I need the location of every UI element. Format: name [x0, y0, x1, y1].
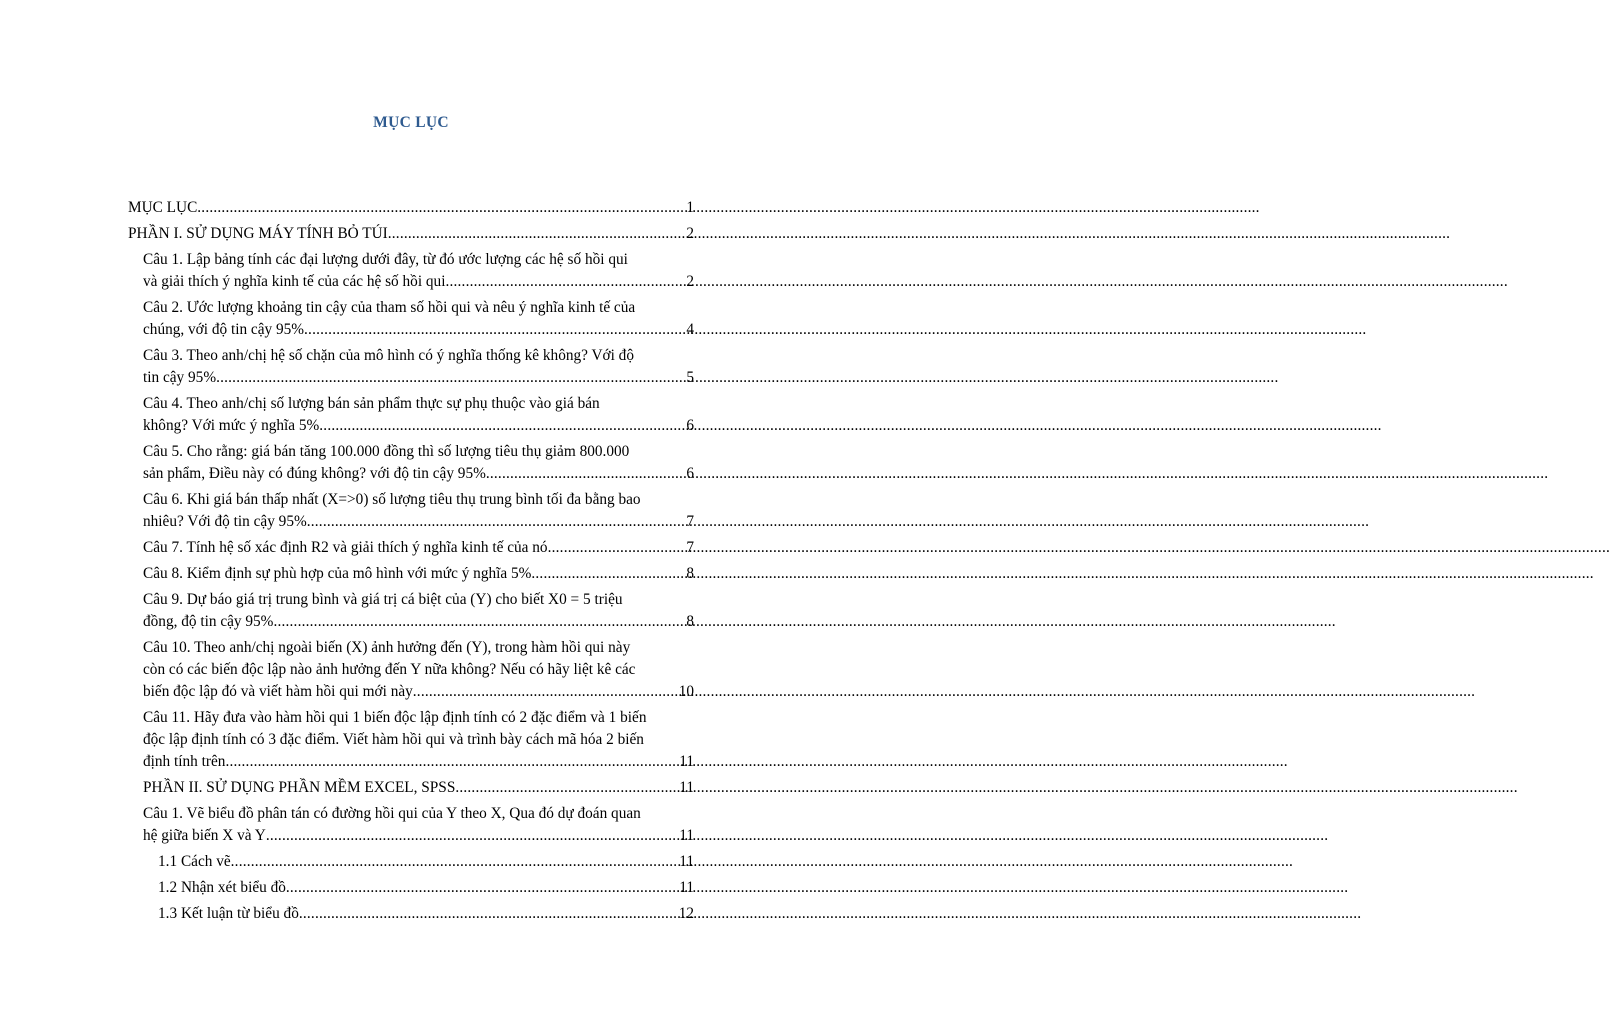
toc-page-number: 11 [679, 827, 694, 844]
toc-entry-text: biến độc lập đó và viết hàm hồi qui mới này [143, 683, 413, 700]
toc-entry-text: PHẦN I. SỬ DỤNG MÁY TÍNH BỎ TÚI [128, 225, 388, 242]
toc-entry-text: và giải thích ý nghĩa kinh tế của các hệ số hồi qui [143, 273, 446, 290]
toc-entry-text: MỤC LỤC [128, 199, 198, 216]
toc-page-number: 6 [686, 417, 694, 434]
toc-page-number: 7 [686, 539, 694, 556]
toc-entry-text-line: Câu 4. Theo anh/chị số lượng bán sản phẩm thực sự phụ thuộc vào giá bán [143, 395, 600, 412]
toc-entry[interactable] [128, 223, 694, 245]
toc-entry-text: tin cậy 95% [143, 369, 217, 386]
toc-entry-text-line: Câu 5. Cho rằng: giá bán tăng 100.000 đồng thì số lượng tiêu thụ giảm 800.000 [143, 443, 630, 460]
toc-page-number: 5 [686, 369, 694, 386]
toc-entry-text-line: Câu 2. Ước lượng khoảng tin cậy của tham số hồi qui và nêu ý nghĩa kinh tế của [143, 299, 636, 316]
toc-page-number: 1 [686, 199, 694, 216]
toc-entry[interactable] [128, 537, 694, 559]
toc-entry-text-line: Câu 1. Lập bảng tính các đại lượng dưới đây, từ đó ước lượng các hệ số hồi qui [143, 251, 628, 268]
dot-leader [548, 537, 686, 559]
dot-leader [286, 877, 678, 899]
toc-page-number: 4 [686, 321, 694, 338]
toc-entry-text: định tính trên [143, 753, 226, 770]
dot-leader [299, 903, 678, 925]
toc-entry[interactable] [128, 803, 694, 847]
dot-leader [388, 223, 686, 245]
dot-leader [225, 751, 678, 773]
toc-entry[interactable] [128, 345, 694, 389]
toc-page-number: 11 [679, 779, 694, 796]
dot-leader [445, 271, 685, 293]
toc-entry-text: PHẦN II. SỬ DỤNG PHẦN MỀM EXCEL, SPSS [143, 779, 456, 796]
toc-page-number: 8 [686, 565, 694, 582]
dot-leader [455, 777, 678, 799]
dot-leader [486, 463, 685, 485]
toc-entry-text: không? Với mức ý nghĩa 5% [143, 417, 320, 434]
toc-page-number: 11 [679, 879, 694, 896]
toc-entry[interactable] [128, 297, 694, 341]
toc-page-number: 2 [686, 273, 694, 290]
toc-page-number: 11 [679, 753, 694, 770]
toc-entry[interactable] [128, 851, 694, 873]
dot-leader [304, 319, 685, 341]
toc-page-number: 12 [678, 905, 694, 922]
dot-leader [216, 367, 685, 389]
toc-entry-text: nhiêu? Với độ tin cậy 95% [143, 513, 307, 530]
dot-leader [231, 851, 679, 873]
dot-leader [413, 681, 678, 703]
toc-entry-text-line: Câu 9. Dự báo giá trị trung bình và giá trị cá biệt của (Y) cho biết X0 = 5 triệu [143, 591, 623, 608]
toc-entry-text-line: Câu 6. Khi giá bán thấp nhất (X=>0) số lượng tiêu thụ trung bình tối đa bằng bao [143, 491, 641, 508]
dot-leader [319, 415, 685, 437]
toc-entry-text-line: Câu 1. Vẽ biểu đồ phân tán có đường hồi qui của Y theo X, Qua đó dự đoán quan [143, 805, 641, 822]
toc-entry[interactable] [128, 249, 694, 293]
toc-entry[interactable] [128, 777, 694, 799]
toc-page-number: 8 [686, 613, 694, 630]
toc-entry[interactable] [128, 441, 694, 485]
toc-entry-text-line: còn có các biến độc lập nào ảnh hưởng đến Y nữa không? Nếu có hãy liệt kê các [143, 661, 636, 678]
page-title: MỤC LỤC [373, 114, 449, 131]
toc-entry-text: 1.1 Cách vẽ [158, 853, 231, 870]
toc-entry-text-line: Câu 3. Theo anh/chị hệ số chặn của mô hình có ý nghĩa thống kê không? Với độ [143, 347, 634, 364]
dot-leader [273, 611, 685, 633]
toc-entry[interactable] [128, 393, 694, 437]
toc-entry-text: 1.3 Kết luận từ biểu đồ [158, 905, 299, 922]
toc-entry-text: chúng, với độ tin cậy 95% [143, 321, 305, 338]
table-of-contents [128, 197, 694, 929]
dot-leader [197, 197, 685, 219]
toc-page-number: 10 [678, 683, 694, 700]
toc-entry[interactable] [128, 563, 694, 585]
toc-entry[interactable] [128, 707, 694, 773]
toc-entry-text: 1.2 Nhận xét biểu đồ [158, 879, 286, 896]
toc-entry-text-line: Câu 10. Theo anh/chị ngoài biến (X) ảnh hưởng đến (Y), trong hàm hồi qui này [143, 639, 631, 656]
toc-page-number: 2 [686, 225, 694, 242]
toc-entry[interactable] [128, 903, 694, 925]
toc-entry-text-line: độc lập định tính có 3 đặc điểm. Viết hàm hồi qui và trình bày cách mã hóa 2 biến [143, 731, 644, 748]
toc-entry-text: hệ giữa biến X và Y [143, 827, 266, 844]
dot-leader [307, 511, 686, 533]
toc-entry[interactable] [128, 589, 694, 633]
toc-entry-text-line: Câu 11. Hãy đưa vào hàm hồi qui 1 biến độc lập định tính có 2 đặc điểm và 1 biến [143, 709, 647, 726]
toc-page-number: 7 [686, 513, 694, 530]
toc-entry-text: Câu 8. Kiểm định sự phù hợp của mô hình với mức ý nghĩa 5% [143, 565, 532, 582]
toc-page-number: 11 [679, 853, 694, 870]
dot-leader [531, 563, 685, 585]
toc-entry[interactable] [128, 877, 694, 899]
toc-entry[interactable] [128, 637, 694, 703]
toc-entry[interactable] [128, 197, 694, 219]
toc-page-number: 6 [686, 465, 694, 482]
toc-entry-text: Câu 7. Tính hệ số xác định R2 và giải thích ý nghĩa kinh tế của nó [143, 539, 548, 556]
toc-entry-text: đồng, độ tin cậy 95% [143, 613, 274, 630]
toc-entry-text: sản phẩm, Điều này có đúng không? với độ tin cậy 95% [143, 465, 486, 482]
toc-entry[interactable] [128, 489, 694, 533]
dot-leader [266, 825, 678, 847]
